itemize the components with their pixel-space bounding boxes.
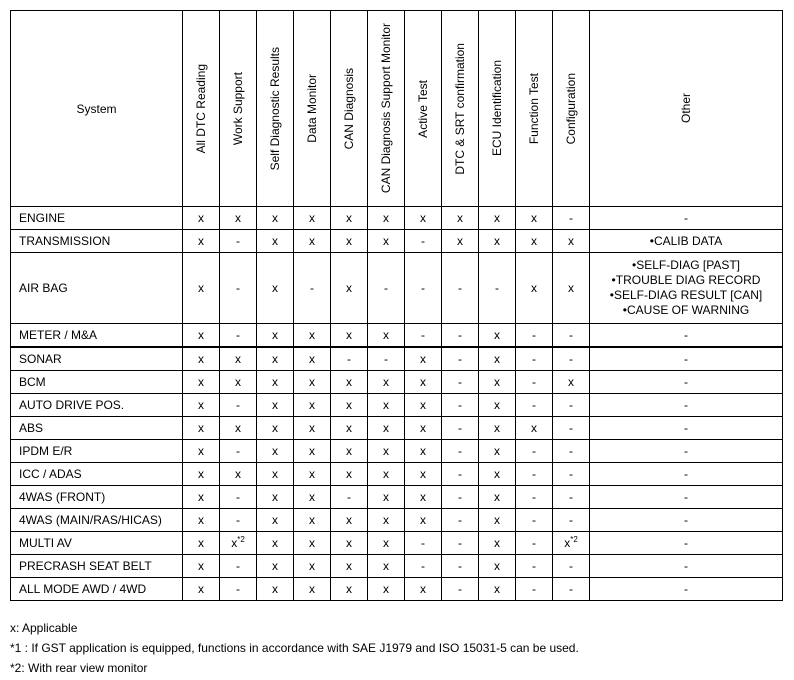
applicability-cell: x xyxy=(479,394,516,417)
applicability-cell: - xyxy=(516,463,553,486)
system-name: TRANSMISSION xyxy=(11,230,183,253)
other-cell xyxy=(590,440,783,463)
applicability-cell: x xyxy=(294,394,331,417)
applicability-cell: x xyxy=(294,509,331,532)
applicability-cell: - xyxy=(553,324,590,348)
column-header xyxy=(183,11,220,207)
other-item: - xyxy=(684,512,688,527)
applicability-cell: x xyxy=(516,230,553,253)
applicability-cell: x xyxy=(294,578,331,601)
applicability-cell: x xyxy=(294,324,331,348)
other-item: - xyxy=(684,374,688,389)
applicability-cell: - xyxy=(220,486,257,509)
table-row xyxy=(11,394,783,417)
applicability-cell: x xyxy=(331,394,368,417)
system-name: AIR BAG xyxy=(11,253,183,324)
applicability-cell: - xyxy=(516,371,553,394)
applicability-cell: x xyxy=(405,394,442,417)
applicability-cell: x xyxy=(479,578,516,601)
applicability-cell: x xyxy=(257,555,294,578)
column-header xyxy=(405,11,442,207)
diagnosis-function-table xyxy=(10,10,783,601)
applicability-cell: x xyxy=(183,509,220,532)
footnote-marker: *2 xyxy=(237,535,245,544)
other-cell xyxy=(590,207,783,230)
applicability-cell: x xyxy=(294,417,331,440)
applicability-cell: - xyxy=(442,324,479,348)
other-cell xyxy=(590,578,783,601)
applicability-cell: x xyxy=(257,532,294,555)
applicability-cell: - xyxy=(442,509,479,532)
other-item: •SELF-DIAG RESULT [CAN] xyxy=(609,288,763,302)
applicability-cell: - xyxy=(553,509,590,532)
applicability-cell: x xyxy=(368,371,405,394)
applicability-cell: - xyxy=(220,324,257,348)
applicability-cell: - xyxy=(553,486,590,509)
applicability-cell: - xyxy=(220,440,257,463)
applicability-cell: x xyxy=(368,417,405,440)
system-name: BCM xyxy=(11,371,183,394)
applicability-cell: - xyxy=(220,394,257,417)
system-name: AUTO DRIVE POS. xyxy=(11,394,183,417)
applicability-cell: x xyxy=(368,486,405,509)
applicability-cell: - xyxy=(516,440,553,463)
applicability-cell: - xyxy=(405,324,442,348)
applicability-cell: - xyxy=(220,253,257,324)
applicability-cell: - xyxy=(405,555,442,578)
table-row xyxy=(11,532,783,555)
other-cell xyxy=(590,486,783,509)
applicability-cell: x xyxy=(294,555,331,578)
other-cell xyxy=(590,509,783,532)
applicability-cell: - xyxy=(516,578,553,601)
applicability-cell: x xyxy=(257,486,294,509)
applicability-cell: x xyxy=(183,578,220,601)
applicability-cell: x xyxy=(368,463,405,486)
applicability-cell: x xyxy=(405,578,442,601)
applicability-cell: - xyxy=(442,394,479,417)
applicability-cell: x xyxy=(331,207,368,230)
applicability-cell: x xyxy=(257,463,294,486)
applicability-cell: x xyxy=(183,417,220,440)
applicability-cell: - xyxy=(442,555,479,578)
applicability-cell: x xyxy=(368,394,405,417)
other-item: - xyxy=(684,466,688,481)
applicability-cell: x xyxy=(220,347,257,371)
applicability-cell: $x^{*2}$ xyxy=(220,532,257,555)
other-item: - xyxy=(684,327,688,342)
column-header xyxy=(220,11,257,207)
applicability-cell: - xyxy=(553,440,590,463)
other-item: •SELF-DIAG [PAST] xyxy=(632,258,740,272)
column-header-label: All DTC Reading xyxy=(194,63,208,154)
applicability-cell: x xyxy=(183,207,220,230)
applicability-cell: - xyxy=(442,463,479,486)
applicability-cell: - xyxy=(220,555,257,578)
applicability-cell: - xyxy=(553,578,590,601)
system-name: 4WAS (MAIN/RAS/HICAS) xyxy=(11,509,183,532)
footnote-gst: *1 : If GST application is equipped, functions in accordance with SAE J1979 and ISO 15031-5 can be used. xyxy=(10,641,579,655)
column-header xyxy=(294,11,331,207)
applicability-cell: - xyxy=(553,347,590,371)
applicability-cell: x xyxy=(220,463,257,486)
applicability-cell: x xyxy=(257,440,294,463)
header-row xyxy=(11,11,783,207)
other-cell xyxy=(590,230,783,253)
applicability-cell: x xyxy=(183,253,220,324)
applicability-cell: - xyxy=(442,532,479,555)
table-row xyxy=(11,486,783,509)
table-row xyxy=(11,417,783,440)
applicability-cell: x xyxy=(479,324,516,348)
table-row xyxy=(11,253,783,324)
applicability-cell: - xyxy=(294,253,331,324)
applicability-cell: - xyxy=(220,509,257,532)
footnote-applicable: x: Applicable xyxy=(10,621,78,635)
column-header xyxy=(368,11,405,207)
applicability-cell: x xyxy=(183,555,220,578)
column-header-label: Active Test xyxy=(416,79,430,138)
column-header-label: DTC & SRT confirmation xyxy=(453,42,467,175)
applicability-cell: x xyxy=(294,463,331,486)
applicability-cell: x xyxy=(479,230,516,253)
other-cell xyxy=(590,555,783,578)
applicability-cell: x xyxy=(331,532,368,555)
applicability-cell: x xyxy=(183,324,220,348)
applicability-cell: - xyxy=(331,486,368,509)
applicability-cell: - xyxy=(516,555,553,578)
applicability-cell: x xyxy=(368,324,405,348)
system-name: IPDM E/R xyxy=(11,440,183,463)
applicability-cell: x xyxy=(220,207,257,230)
applicability-cell: - xyxy=(442,440,479,463)
applicability-cell: x xyxy=(257,230,294,253)
applicability-cell: - xyxy=(553,394,590,417)
other-item: - xyxy=(684,443,688,458)
applicability-cell: x xyxy=(331,440,368,463)
applicability-cell: - xyxy=(442,417,479,440)
other-cell xyxy=(590,324,783,348)
applicability-cell: x xyxy=(405,371,442,394)
applicability-cell: - xyxy=(479,253,516,324)
other-item: - xyxy=(684,581,688,596)
applicability-cell: x xyxy=(516,417,553,440)
applicability-cell: x xyxy=(331,253,368,324)
applicability-cell: x xyxy=(368,578,405,601)
applicability-cell: x xyxy=(405,509,442,532)
applicability-cell: x xyxy=(183,371,220,394)
applicability-cell: x xyxy=(405,347,442,371)
applicability-cell: - xyxy=(442,371,479,394)
applicability-cell: x xyxy=(368,230,405,253)
applicability-cell: x xyxy=(516,207,553,230)
applicability-cell: - xyxy=(516,486,553,509)
applicability-cell: x xyxy=(479,417,516,440)
applicability-cell: x xyxy=(331,555,368,578)
column-header-label: Other xyxy=(679,93,693,124)
other-cell xyxy=(590,463,783,486)
column-header-label: Function Test xyxy=(527,72,541,145)
applicability-cell: x xyxy=(368,207,405,230)
applicability-cell: - xyxy=(405,253,442,324)
system-header: System xyxy=(11,11,183,207)
other-cell xyxy=(590,417,783,440)
column-header xyxy=(590,11,783,207)
applicability-cell: x xyxy=(405,486,442,509)
applicability-cell: x xyxy=(331,509,368,532)
applicability-cell: x xyxy=(479,555,516,578)
column-header xyxy=(257,11,294,207)
applicability-cell: x xyxy=(479,347,516,371)
applicability-cell: x xyxy=(405,463,442,486)
applicability-cell: x xyxy=(257,578,294,601)
applicability-cell: - xyxy=(442,253,479,324)
table-row xyxy=(11,509,783,532)
other-item: - xyxy=(684,397,688,412)
applicability-cell: x xyxy=(405,207,442,230)
column-header xyxy=(553,11,590,207)
applicability-cell: x xyxy=(331,463,368,486)
applicability-cell: x xyxy=(294,532,331,555)
applicability-cell: x xyxy=(257,253,294,324)
table-row xyxy=(11,555,783,578)
applicability-cell: x xyxy=(257,324,294,348)
column-header xyxy=(479,11,516,207)
applicability-cell: x xyxy=(479,463,516,486)
column-header-label: CAN Diagnosis Support Monitor xyxy=(379,23,393,194)
system-name: SONAR xyxy=(11,347,183,371)
system-name: MULTI AV xyxy=(11,532,183,555)
other-cell xyxy=(590,394,783,417)
applicability-cell: - xyxy=(516,532,553,555)
other-item: - xyxy=(684,489,688,504)
applicability-cell: - xyxy=(220,230,257,253)
footnote-rear-view: *2: With rear view monitor xyxy=(10,661,148,675)
applicability-cell: x xyxy=(183,463,220,486)
applicability-cell: x xyxy=(442,207,479,230)
applicability-cell: x xyxy=(294,371,331,394)
applicability-cell: x xyxy=(257,207,294,230)
table-row xyxy=(11,578,783,601)
applicability-cell: x xyxy=(368,440,405,463)
applicability-cell: x xyxy=(294,347,331,371)
applicability-cell: - xyxy=(405,230,442,253)
column-header xyxy=(516,11,553,207)
applicability-cell: x xyxy=(257,509,294,532)
applicability-cell: x xyxy=(368,555,405,578)
applicability-cell: x xyxy=(516,253,553,324)
other-item: •CALIB DATA xyxy=(649,233,723,248)
applicability-cell: x xyxy=(183,532,220,555)
applicability-cell: x xyxy=(294,440,331,463)
applicability-cell: x xyxy=(257,371,294,394)
column-header-label: Data Monitor xyxy=(305,74,319,143)
applicability-cell: x xyxy=(331,371,368,394)
table-body xyxy=(11,207,783,601)
table-row xyxy=(11,347,783,371)
other-cell xyxy=(590,347,783,371)
table-row xyxy=(11,440,783,463)
applicability-cell: x xyxy=(479,371,516,394)
footnote-marker: *2 xyxy=(570,535,578,544)
applicability-cell: - xyxy=(516,509,553,532)
system-name: ICC / ADAS xyxy=(11,463,183,486)
system-name: METER / M&A xyxy=(11,324,183,348)
other-cell xyxy=(590,253,783,324)
applicability-cell: x xyxy=(331,417,368,440)
applicability-cell: - xyxy=(442,347,479,371)
applicability-cell: x xyxy=(553,371,590,394)
system-name: ABS xyxy=(11,417,183,440)
applicability-cell: - xyxy=(368,253,405,324)
applicability-cell: - xyxy=(331,347,368,371)
applicability-cell: x xyxy=(442,230,479,253)
applicability-cell: - xyxy=(442,578,479,601)
column-header-label: Work Support xyxy=(231,71,245,146)
applicability-cell: x xyxy=(220,371,257,394)
applicability-cell: x xyxy=(479,509,516,532)
other-item: - xyxy=(684,535,688,550)
applicability-cell: x xyxy=(294,230,331,253)
other-cell xyxy=(590,371,783,394)
applicability-cell: - xyxy=(220,578,257,601)
applicability-cell: - xyxy=(553,555,590,578)
column-header xyxy=(331,11,368,207)
applicability-cell: x xyxy=(183,347,220,371)
footnotes xyxy=(10,618,579,678)
applicability-cell: x xyxy=(257,417,294,440)
applicability-cell: - xyxy=(368,347,405,371)
applicability-cell: x xyxy=(479,486,516,509)
table-row xyxy=(11,463,783,486)
applicability-cell: x xyxy=(257,394,294,417)
table-row xyxy=(11,230,783,253)
applicability-cell: x xyxy=(331,324,368,348)
table-row xyxy=(11,371,783,394)
applicability-cell: - xyxy=(516,394,553,417)
applicability-cell: x xyxy=(368,532,405,555)
other-item: - xyxy=(684,351,688,366)
other-item: - xyxy=(684,210,688,225)
other-item: •TROUBLE DIAG RECORD xyxy=(611,273,761,287)
applicability-cell: x xyxy=(183,486,220,509)
other-cell xyxy=(590,532,783,555)
applicability-cell: x xyxy=(220,417,257,440)
applicability-cell: - xyxy=(516,324,553,348)
applicability-cell: $x^{*2}$ xyxy=(553,532,590,555)
column-header-label: CAN Diagnosis xyxy=(342,67,356,150)
applicability-cell: x xyxy=(183,394,220,417)
other-item: •CAUSE OF WARNING xyxy=(622,303,750,317)
applicability-cell: x xyxy=(479,440,516,463)
system-name: 4WAS (FRONT) xyxy=(11,486,183,509)
applicability-cell: x xyxy=(331,578,368,601)
applicability-cell: x xyxy=(294,207,331,230)
applicability-cell: x xyxy=(553,230,590,253)
applicability-cell: - xyxy=(553,463,590,486)
applicability-cell: - xyxy=(405,532,442,555)
system-name: ALL MODE AWD / 4WD xyxy=(11,578,183,601)
applicability-cell: x xyxy=(405,440,442,463)
applicability-cell: x xyxy=(479,207,516,230)
applicability-cell: x xyxy=(294,486,331,509)
column-header-label: Configuration xyxy=(564,72,578,145)
column-header-label: ECU Identification xyxy=(490,60,504,157)
applicability-cell: x xyxy=(183,440,220,463)
applicability-cell: x xyxy=(553,253,590,324)
other-item: - xyxy=(684,420,688,435)
system-name: PRECRASH SEAT BELT xyxy=(11,555,183,578)
applicability-cell: - xyxy=(553,417,590,440)
table-row xyxy=(11,324,783,348)
applicability-cell: - xyxy=(442,486,479,509)
applicability-cell: x xyxy=(257,347,294,371)
applicability-cell: x xyxy=(183,230,220,253)
applicability-cell: - xyxy=(553,207,590,230)
other-item: - xyxy=(684,558,688,573)
column-header xyxy=(442,11,479,207)
applicability-cell: x xyxy=(479,532,516,555)
applicability-cell: - xyxy=(516,347,553,371)
column-header-label: Self Diagnostic Results xyxy=(268,46,282,171)
system-name: ENGINE xyxy=(11,207,183,230)
applicability-cell: x xyxy=(331,230,368,253)
applicability-cell: x xyxy=(368,509,405,532)
applicability-cell: x xyxy=(405,417,442,440)
table-row xyxy=(11,207,783,230)
